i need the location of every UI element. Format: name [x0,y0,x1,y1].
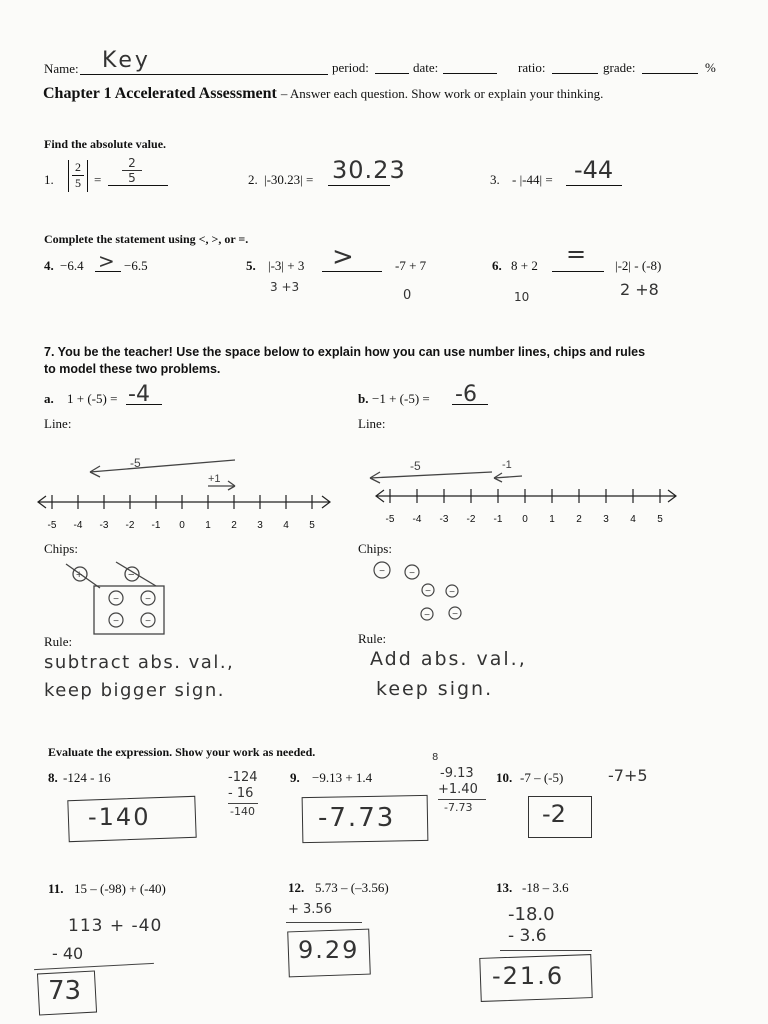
q6-number: 6. [492,258,502,273]
q4-right: −6.5 [124,258,148,273]
name-line [80,74,328,75]
q6-work-left: 10 [514,290,530,304]
q13-number: 13. [496,880,513,895]
q5-work-right: 0 [403,288,412,303]
q1-denominator: 5 [75,176,81,190]
q12-number: 12. [288,880,305,895]
q9-number: 9. [290,770,300,785]
number-line-a-tick-label: 5 [309,520,315,531]
q10-number: 10. [496,770,513,785]
number-line-a-tick-label: 2 [231,520,237,531]
q11-work-rule [34,963,154,970]
q7a-line-label: Line: [44,416,72,431]
q8-work-1: -124 [228,770,258,785]
percent-sign: % [705,60,716,75]
title-text: Chapter 1 Accelerated Assessment [43,85,277,102]
name-value: Key [102,48,151,73]
q7b-expression: −1 + (-5) = [372,391,430,406]
q8-answer: -140 [88,803,151,831]
q9-expression: −9.13 + 1.4 [312,770,373,785]
grade-line [642,73,698,74]
number-line-a-tick-label: -3 [99,520,109,531]
q7b-rule-line1: Add abs. val., [370,648,527,670]
chips-b-negatives [374,562,461,621]
q7a-chips-label: Chips: [44,541,78,556]
q3-expression: - |-44| = [512,172,553,187]
q9-answer: -7.73 [318,803,396,833]
chip-negative-sign: − [424,610,430,621]
section1-heading: Find the absolute value. [44,137,167,151]
q13-work-1: -18.0 [508,904,555,925]
chip-negative-cancelled-sign: − [128,569,135,581]
q7b-rule-label: Rule: [358,631,387,646]
number-line-b-arrow-label-1: -5 [410,459,421,473]
q13-work-2: - 3.6 [508,926,547,946]
chip-negative-sign: − [145,594,151,605]
number-line-a-arrow-label-1: -5 [130,456,141,470]
section2-heading: Complete the statement using <, >, or =. [44,232,249,246]
number-line-b-arrow-minus5 [370,472,492,478]
chip-cancel-line-2 [116,562,156,586]
number-line-a [30,450,340,540]
q9-work-rule [438,799,486,800]
number-line-b-arrow-minus1 [494,476,522,478]
q7b-line-label: Line: [358,416,386,431]
q8-work-3: -140 [230,805,255,818]
chip-negative-sign: − [113,616,119,627]
q2-number: 2. [248,172,258,187]
chips-a-remaining [109,591,155,627]
q5-work-left: 3 +3 [270,280,300,294]
q7-prompt-line2: to model these two problems. [44,362,221,376]
q7b-label: b. [358,391,369,406]
q10-work: -7+5 [608,766,648,785]
q11-work-1: 113 + -40 [68,916,163,936]
number-line-b-tick-label: 5 [657,514,663,525]
q7-prompt-line1: 7. You be the teacher! Use the space below to explain how you can use number lines, chips and rules [44,345,646,359]
q9-borrow: 8 [432,752,439,763]
q1-number: 1. [44,172,54,187]
q6-work-right: 2 +8 [620,280,659,299]
q12-expression: 5.73 – (–3.56) [315,880,389,895]
q6-right: |-2| - (-8) [615,258,662,273]
chip-negative-sign: − [379,566,385,577]
number-line-a-arrow-label-2: +1 [208,473,221,485]
q7b-chips-label: Chips: [358,541,392,556]
q1-fraction [68,160,88,192]
q13-expression: -18 – 3.6 [522,880,569,895]
q13-work-rule [500,950,592,951]
number-line-b-tick-label: 1 [549,514,555,525]
period-label: period: [332,60,369,75]
number-line-b [352,450,692,540]
q5-number: 5. [246,258,256,273]
q6-answer-line [552,271,604,272]
section4-heading: Evaluate the expression. Show your work as needed. [48,745,316,759]
grade-label: grade: [603,60,636,75]
q1-answer-line [108,185,168,186]
number-line-b-axis [376,489,676,525]
q7a-answer: -4 [128,382,150,407]
title-subtitle: – Answer each question. Show work or explain your thinking. [280,86,604,101]
ratio-label: ratio: [518,60,546,75]
q1-numerator: 2 [75,160,81,174]
q3-answer: -44 [574,156,614,184]
q7b-rule-line2: keep sign. [376,678,494,700]
number-line-a-tick-label: 3 [257,520,263,531]
q12-work-rule [286,922,362,923]
q11-work-2: - 40 [52,944,84,963]
chip-negative-sign: − [452,609,458,620]
q11-expression: 15 – (-98) + (-40) [74,881,166,896]
q7a-label: a. [44,391,54,406]
q12-work: + 3.56 [288,902,332,917]
page-title [43,85,603,103]
q5-right: -7 + 7 [395,258,427,273]
q11-answer: 73 [48,976,82,1006]
q7a-rule-label: Rule: [44,634,73,649]
number-line-a-tick-label: 0 [179,520,185,531]
q11-number: 11. [48,881,64,896]
q6-answer: = [566,240,587,268]
number-line-a-tick-label: -2 [125,520,135,531]
chip-negative-sign: − [145,616,151,627]
q5-answer: > [332,242,354,272]
number-line-a-tick-label: 4 [283,520,289,531]
q2-answer-line [328,185,390,186]
q10-answer: -2 [542,800,566,828]
q5-left: |-3| + 3 [268,258,305,273]
q4-answer: > [98,249,115,273]
name-label: Name: [44,61,79,76]
q9-work-2: +1.40 [438,782,478,797]
q7a-rule-line2: keep bigger sign. [44,680,225,701]
q7b-answer: -6 [455,382,477,407]
date-line [443,73,497,74]
q8-work-2: - 16 [228,786,254,801]
chips-b [368,558,478,628]
q3-number: 3. [490,172,500,187]
q2-answer: 30.23 [332,156,406,184]
number-line-a-tick-label: 1 [205,520,211,531]
q1-equals: = [94,172,102,187]
number-line-b-tick-label: -5 [385,514,395,525]
chip-negative-sign: − [425,586,431,597]
number-line-b-tick-label: -3 [439,514,449,525]
chip-negative-sign: − [113,594,119,605]
q8-number: 8. [48,770,58,785]
number-line-a-tick-label: -1 [151,520,161,531]
q7a-rule-line1: subtract abs. val., [44,652,235,673]
number-line-b-tick-label: 0 [522,514,528,525]
ratio-line [552,73,598,74]
q13-answer: -21.6 [492,962,565,990]
chip-negative-sign: − [409,568,415,579]
q8-expression: -124 - 16 [63,770,111,785]
q7a-expression: 1 + (-5) = [67,391,118,406]
number-line-a-arrow-minus5 [90,460,235,472]
q9-work-3: -7.73 [444,801,473,814]
q8-work-rule [228,803,258,804]
number-line-b-tick-label: 3 [603,514,609,525]
q9-work-1: -9.13 [440,766,474,781]
q3-answer-line [566,185,622,186]
q12-answer: 9.29 [298,936,360,964]
number-line-a-axis [38,495,330,531]
number-line-b-tick-label: -4 [412,514,422,525]
chip-negative-sign: − [449,587,455,598]
q6-left: 8 + 2 [511,258,538,273]
number-line-b-tick-label: -2 [466,514,476,525]
number-line-b-tick-label: 2 [576,514,582,525]
number-line-a-tick-label: -4 [73,520,83,531]
chips-a [60,558,180,638]
q10-expression: -7 – (-5) [520,770,564,785]
chip-positive-sign: + [76,569,83,581]
period-line [375,73,409,74]
q2-expression: |-30.23| = [264,172,314,187]
q1-answer-top: 2 [128,156,136,170]
q4-number: 4. [44,258,54,273]
number-line-a-tick-label: -5 [47,520,57,531]
q1-answer-bottom: 5 [128,171,136,185]
q1-answer [122,156,142,185]
number-line-b-tick-label: 4 [630,514,636,525]
number-line-b-arrow-label-2: -1 [502,459,512,471]
number-line-b-tick-label: -1 [493,514,503,525]
q4-left: −6.4 [60,258,84,273]
date-label: date: [413,60,439,75]
